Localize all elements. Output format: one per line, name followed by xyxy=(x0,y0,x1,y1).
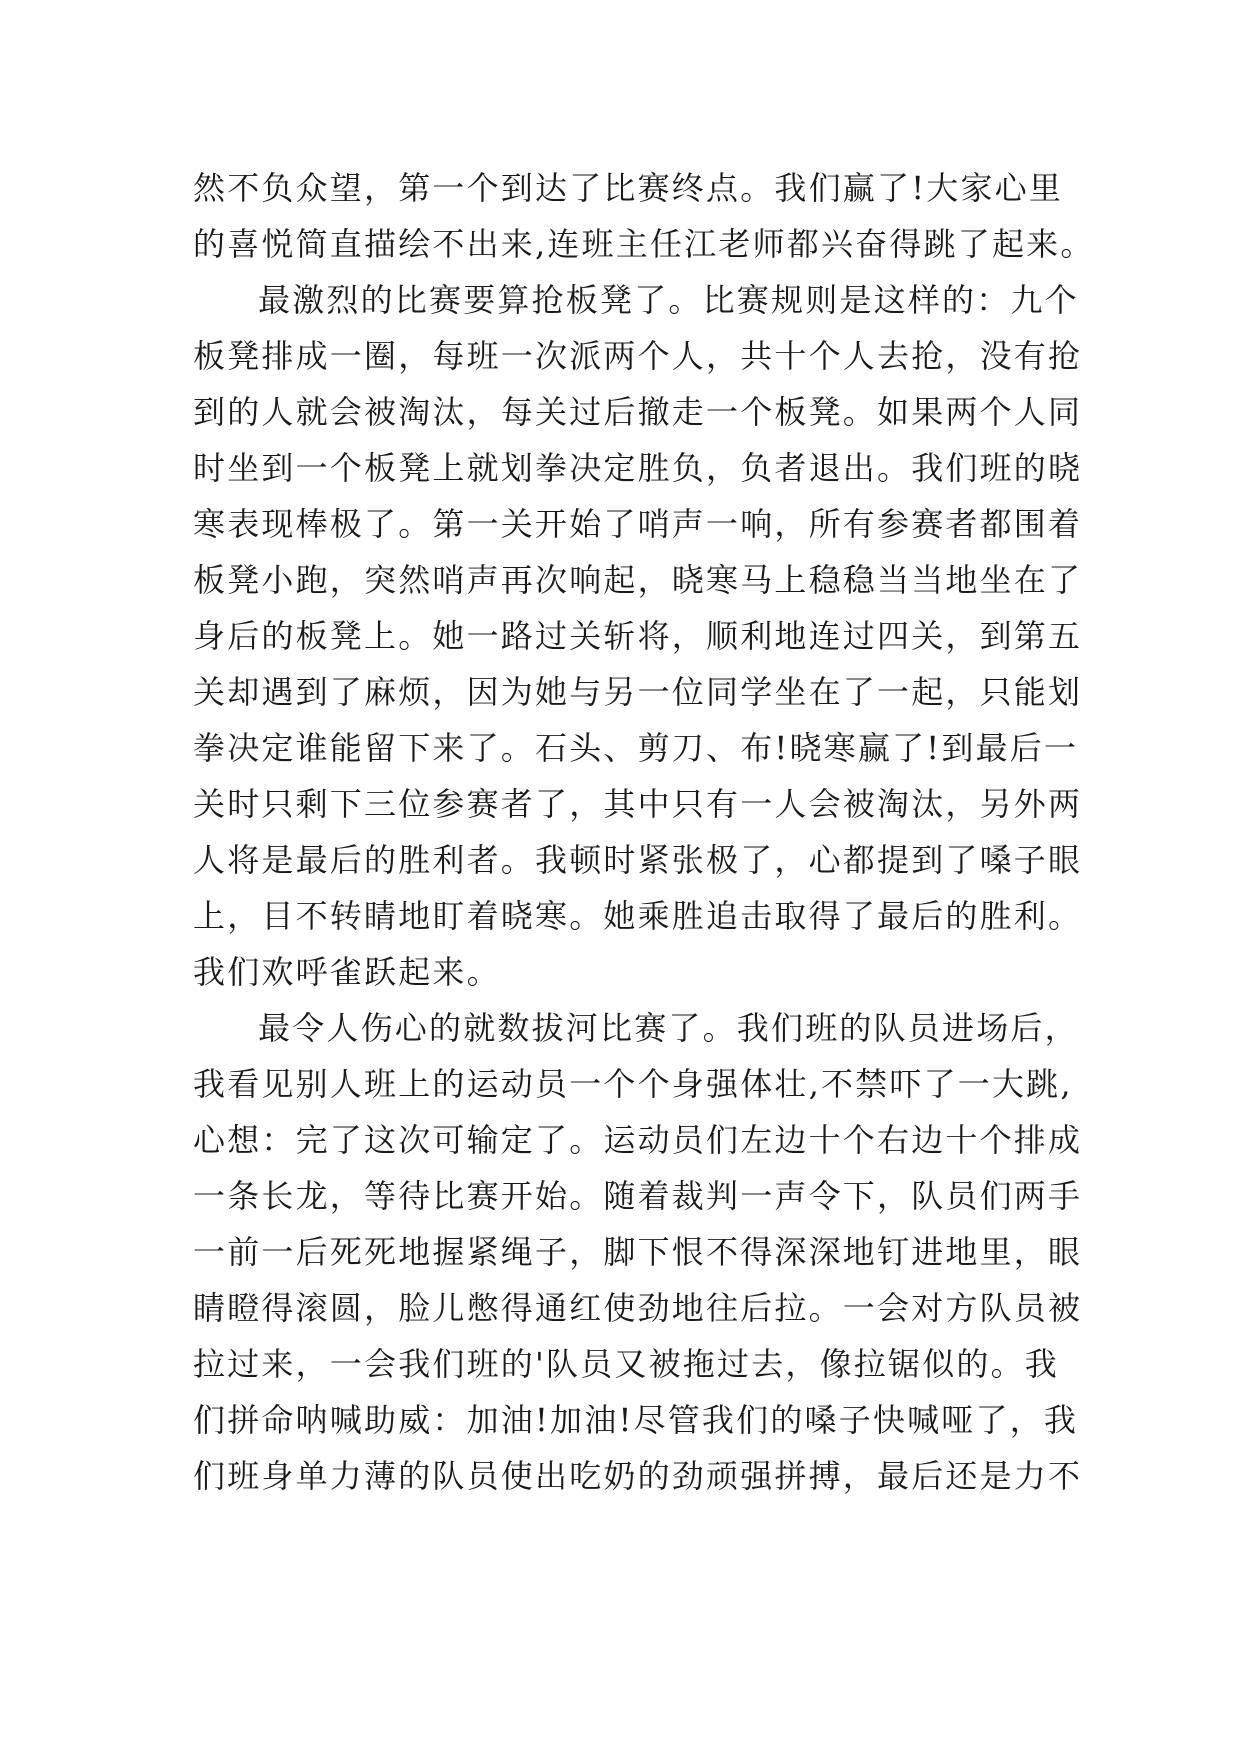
text-line: 人将是最后的胜利者。我顿时紧张极了，心都提到了嗓子眼 xyxy=(193,841,1083,879)
text-line: 我看见别人班上的运动员一个个身强体壮,不禁吓了一大跳, xyxy=(193,1065,1073,1103)
text-line: 上，目不转睛地盯着晓寒。她乘胜追击取得了最后的胜利。 xyxy=(193,897,1083,935)
text-line: 然不负众望，第一个到达了比赛终点。我们赢了!大家心里 xyxy=(193,169,1064,207)
text-line: 睛瞪得滚圆，脸儿憋得通红使劲地往后拉。一会对方队员被 xyxy=(193,1289,1083,1327)
text-line: 的喜悦简直描绘不出来,连班主任江老师都兴奋得跳了起来。 xyxy=(193,225,1095,263)
text-line: 时坐到一个板凳上就划拳决定胜负，负者退出。我们班的晓 xyxy=(193,449,1083,487)
text-line: 关时只剩下三位参赛者了，其中只有一人会被淘汰，另外两 xyxy=(193,785,1083,823)
text-line: 拉过来，一会我们班的'队员又被拖过去，像拉锯似的。我 xyxy=(193,1345,1059,1383)
text-line: 拳决定谁能留下来了。石头、剪刀、布!晓寒赢了!到最后一 xyxy=(193,729,1079,767)
paragraph-first-line: 最令人伤心的就数拔河比赛了。我们班的队员进场后， xyxy=(258,1009,1079,1047)
text-line: 们班身单力薄的队员使出吃奶的劲顽强拼搏，最后还是力不 xyxy=(193,1457,1083,1495)
text-line: 身后的板凳上。她一路过关斩将，顺利地连过四关，到第五 xyxy=(193,617,1083,655)
text-line: 到的人就会被淘汰，每关过后撤走一个板凳。如果两个人同 xyxy=(193,393,1083,431)
text-line: 一前一后死死地握紧绳子，脚下恨不得深深地钉进地里，眼 xyxy=(193,1233,1083,1271)
paragraph-first-line: 最激烈的比赛要算抢板凳了。比赛规则是这样的：九个 xyxy=(258,281,1079,319)
text-line: 我们欢呼雀跃起来。 xyxy=(193,953,501,991)
text-line: 心想：完了这次可输定了。运动员们左边十个右边十个排成 xyxy=(193,1121,1083,1159)
text-line: 关却遇到了麻烦，因为她与另一位同学坐在了一起，只能划 xyxy=(193,673,1083,711)
text-line: 一条长龙，等待比赛开始。随着裁判一声令下，队员们两手 xyxy=(193,1177,1083,1215)
text-line: 板凳小跑，突然哨声再次响起，晓寒马上稳稳当当地坐在了 xyxy=(193,561,1083,599)
text-line: 板凳排成一圈，每班一次派两个人，共十个人去抢，没有抢 xyxy=(193,337,1083,375)
text-line: 寒表现棒极了。第一关开始了哨声一响，所有参赛者都围着 xyxy=(193,505,1083,543)
text-line: 们拼命呐喊助威：加油!加油!尽管我们的嗓子快喊哑了，我 xyxy=(193,1401,1079,1439)
